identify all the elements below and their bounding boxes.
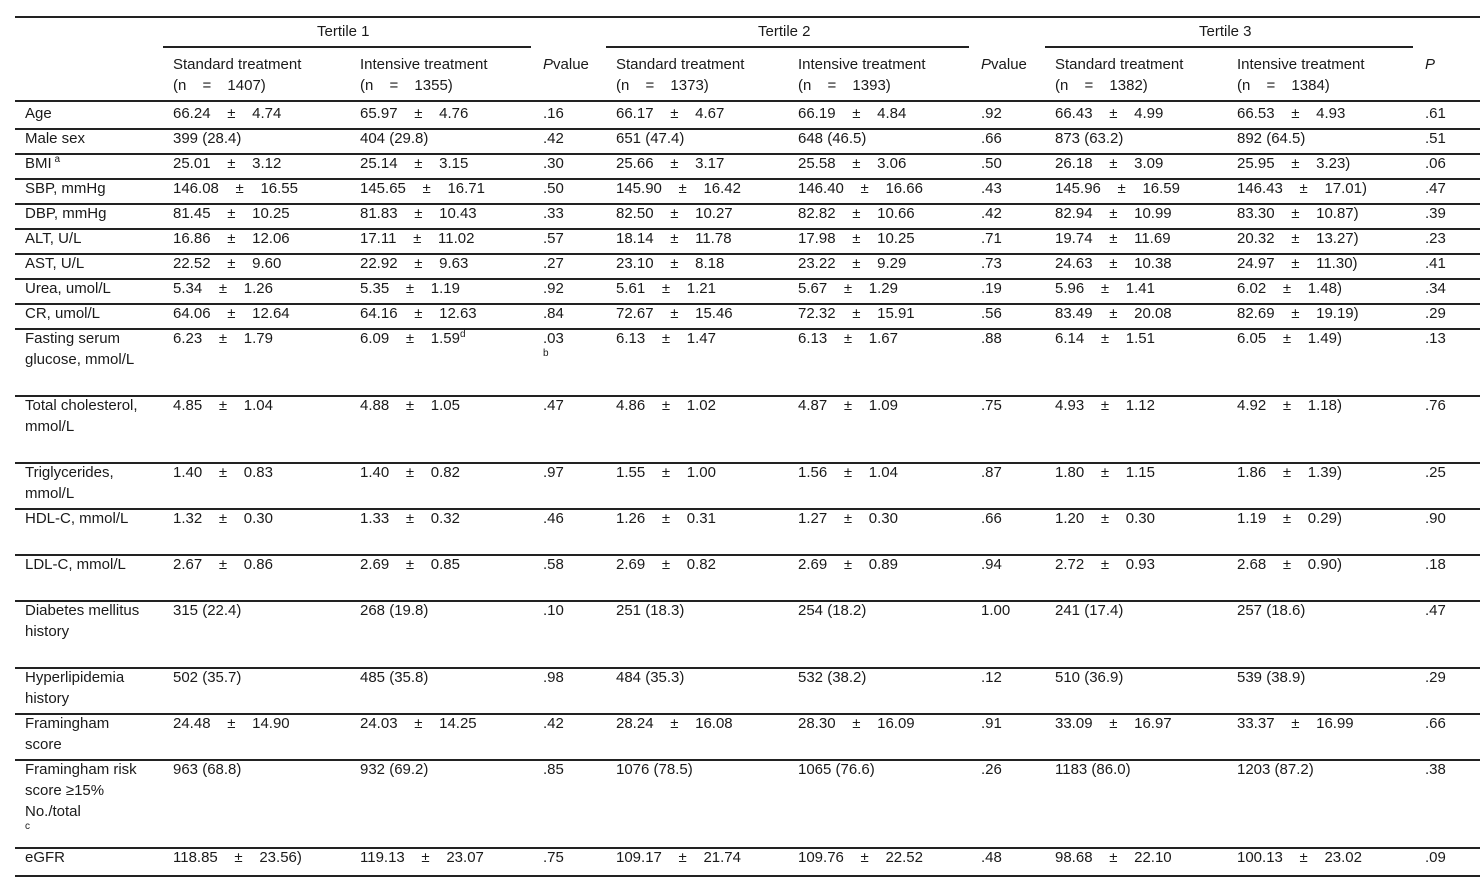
tertile-header: Tertile 3 <box>1199 23 1252 40</box>
table-cell: .18 <box>1425 556 1446 573</box>
table-cell: .34 <box>1425 280 1446 297</box>
row-label: DBP, mmHg <box>25 205 107 222</box>
top-rule <box>15 16 1480 18</box>
group-n: (n = 1355) <box>360 77 453 94</box>
table-cell: .23 <box>1425 230 1446 247</box>
p-suffix: value <box>553 56 589 73</box>
p-value-header <box>981 54 1027 75</box>
table-cell: 1183 (86.0) <box>1055 761 1131 778</box>
table-cell: .75 <box>543 849 564 866</box>
table-cell: 1.20 ± 0.30 <box>1055 510 1155 527</box>
table-cell: 82.94 ± 10.99 <box>1055 205 1172 222</box>
table-cell: 1.80 ± 1.15 <box>1055 464 1155 481</box>
table-cell: .50 <box>543 180 564 197</box>
table-cell: 2.69 ± 0.82 <box>616 556 716 573</box>
p-value-header <box>1425 54 1435 75</box>
table-cell: .47 <box>1425 180 1446 197</box>
group-label: Standard treatment <box>173 56 302 73</box>
table-cell: .29 <box>1425 305 1446 322</box>
table-cell: 25.58 ± 3.06 <box>798 155 907 172</box>
table-cell: 100.13 ± 23.02 <box>1237 849 1362 866</box>
table-cell: 873 (63.2) <box>1055 130 1124 147</box>
table-cell: 146.40 ± 16.66 <box>798 180 923 197</box>
table-cell: 6.14 ± 1.51 <box>1055 330 1155 347</box>
group-label: Intensive treatment <box>1237 56 1365 73</box>
table-cell: .66 <box>981 510 1002 527</box>
footnote-marker: a <box>51 154 61 165</box>
table-cell: 26.18 ± 3.09 <box>1055 155 1164 172</box>
table-cell: 81.83 ± 10.43 <box>360 205 477 222</box>
table-cell: .10 <box>543 602 564 619</box>
group-label: Standard treatment <box>1055 56 1184 73</box>
table-cell: 6.23 ± 1.79 <box>173 330 273 347</box>
table-cell: .61 <box>1425 105 1446 122</box>
table-cell: 64.16 ± 12.63 <box>360 305 477 322</box>
table-cell: .92 <box>981 105 1002 122</box>
table-cell: 399 (28.4) <box>173 130 242 147</box>
table-cell: .84 <box>543 305 564 322</box>
table-cell: 28.30 ± 16.09 <box>798 715 915 732</box>
table-cell: 23.22 ± 9.29 <box>798 255 907 272</box>
table-cell: 24.48 ± 14.90 <box>173 715 290 732</box>
row-label: HDL-C, mmol/L <box>25 510 129 527</box>
tertile-underline <box>1045 46 1413 48</box>
table-cell: 118.85 ± 23.56) <box>173 849 302 866</box>
table-cell: 146.08 ± 16.55 <box>173 180 298 197</box>
table-cell: 66.53 ± 4.93 <box>1237 105 1346 122</box>
header-rule <box>15 100 1480 102</box>
row-label: Age <box>25 105 52 122</box>
table-cell: .66 <box>1425 715 1446 732</box>
table-cell: 251 (18.3) <box>616 602 685 619</box>
table-cell: 82.50 ± 10.27 <box>616 205 733 222</box>
table-cell: 24.63 ± 10.38 <box>1055 255 1172 272</box>
p-italic: P <box>543 56 554 73</box>
row-label: AST, U/L <box>25 255 85 272</box>
table-cell: 18.14 ± 11.78 <box>616 230 732 247</box>
table-cell: 6.05 ± 1.49) <box>1237 330 1342 347</box>
table-cell: .91 <box>981 715 1002 732</box>
table-cell: .48 <box>981 849 1002 866</box>
table-cell: 4.88 ± 1.05 <box>360 397 460 414</box>
table-cell: 4.86 ± 1.02 <box>616 397 716 414</box>
table-cell: 109.76 ± 22.52 <box>798 849 923 866</box>
table-cell: 315 (22.4) <box>173 602 242 619</box>
table-cell: .76 <box>1425 397 1446 414</box>
row-label: ALT, U/L <box>25 230 82 247</box>
table-cell: 651 (47.4) <box>616 130 685 147</box>
table-cell: .42 <box>981 205 1002 222</box>
table-cell: 16.86 ± 12.06 <box>173 230 290 247</box>
table-cell: 20.32 ± 13.27) <box>1237 230 1359 247</box>
p-value-header <box>543 54 589 75</box>
table-cell: 4.93 ± 1.12 <box>1055 397 1155 414</box>
tertile-underline <box>163 46 531 48</box>
table-cell: 19.74 ± 11.69 <box>1055 230 1171 247</box>
p-italic: P <box>981 56 992 73</box>
table-cell: 502 (35.7) <box>173 669 242 686</box>
table-cell: .06 <box>1425 155 1446 172</box>
table-cell: 28.24 ± 16.08 <box>616 715 733 732</box>
table-cell: 17.11 ± 11.02 <box>360 230 475 247</box>
table-cell: 1.33 ± 0.32 <box>360 510 460 527</box>
group-n: (n = 1407) <box>173 77 266 94</box>
table-cell: .19 <box>981 280 1002 297</box>
table-cell: 82.82 ± 10.66 <box>798 205 915 222</box>
table-cell: 254 (18.2) <box>798 602 867 619</box>
table-cell: .27 <box>543 255 564 272</box>
footnote-marker: b <box>543 348 549 359</box>
table-cell: 892 (64.5) <box>1237 130 1306 147</box>
table-cell: 24.97 ± 11.30) <box>1237 255 1358 272</box>
table-cell: 5.61 ± 1.21 <box>616 280 716 297</box>
table-cell: .85 <box>543 761 564 778</box>
table-cell: 25.01 ± 3.12 <box>173 155 282 172</box>
table-cell: 98.68 ± 22.10 <box>1055 849 1172 866</box>
table-cell: 22.92 ± 9.63 <box>360 255 469 272</box>
table-cell: 1.32 ± 0.30 <box>173 510 273 527</box>
table-cell: 146.43 ± 17.01) <box>1237 180 1367 197</box>
table-cell: 64.06 ± 12.64 <box>173 305 290 322</box>
table-cell: .42 <box>543 715 564 732</box>
row-label: Framingham risk score ≥15% No./total c <box>25 759 143 832</box>
table-cell: .51 <box>1425 130 1446 147</box>
table-cell: 510 (36.9) <box>1055 669 1124 686</box>
table-cell: 1.55 ± 1.00 <box>616 464 716 481</box>
table-cell: .16 <box>543 105 564 122</box>
table-cell: .47 <box>543 397 564 414</box>
table-cell: 2.68 ± 0.90) <box>1237 556 1342 573</box>
table-cell: 404 (29.8) <box>360 130 429 147</box>
row-label: SBP, mmHg <box>25 180 106 197</box>
table-cell: 33.37 ± 16.99 <box>1237 715 1354 732</box>
table-cell: 145.65 ± 16.71 <box>360 180 485 197</box>
table-cell: 72.32 ± 15.91 <box>798 305 915 322</box>
table-cell: 25.14 ± 3.15 <box>360 155 469 172</box>
table-cell: .75 <box>981 397 1002 414</box>
table-cell: 1.00 <box>981 602 1011 619</box>
table-cell: 484 (35.3) <box>616 669 685 686</box>
tertile-underline <box>606 46 969 48</box>
row-label: BMI $^a$ <box>25 154 61 172</box>
table-cell: 539 (38.9) <box>1237 669 1306 686</box>
table-cell: .94 <box>981 556 1002 573</box>
table-cell: 257 (18.6) <box>1237 602 1306 619</box>
group-label: Intensive treatment <box>360 56 488 73</box>
table-cell: 81.45 ± 10.25 <box>173 205 290 222</box>
table-cell: .03 b <box>543 330 564 359</box>
table-cell: 33.09 ± 16.97 <box>1055 715 1172 732</box>
table-cell: .41 <box>1425 255 1446 272</box>
table-cell: .26 <box>981 761 1002 778</box>
table-cell: 66.43 ± 4.99 <box>1055 105 1164 122</box>
table-cell: 1.26 ± 0.31 <box>616 510 716 527</box>
table-cell: 532 (38.2) <box>798 669 867 686</box>
table-cell: .30 <box>543 155 564 172</box>
table-cell: 5.35 ± 1.19 <box>360 280 460 297</box>
table-cell: 66.24 ± 4.74 <box>173 105 282 122</box>
table-cell: 1.27 ± 0.30 <box>798 510 898 527</box>
table-cell: 1203 (87.2) <box>1237 761 1314 778</box>
table-cell: 1.56 ± 1.04 <box>798 464 898 481</box>
table-cell: .88 <box>981 330 1002 347</box>
table-cell: 109.17 ± 21.74 <box>616 849 741 866</box>
footnote-marker: d <box>459 329 466 340</box>
table-cell: .92 <box>543 280 564 297</box>
row-label: Hyperlipidemia history <box>25 669 125 707</box>
table-cell: 485 (35.8) <box>360 669 429 686</box>
table-cell: .42 <box>543 130 564 147</box>
tertile-header: Tertile 1 <box>317 23 370 40</box>
table-cell: 4.92 ± 1.18) <box>1237 397 1342 414</box>
table-cell: 24.03 ± 14.25 <box>360 715 477 732</box>
table-cell: 22.52 ± 9.60 <box>173 255 282 272</box>
table-cell: 6.13 ± 1.67 <box>798 330 898 347</box>
table-cell: .66 <box>981 130 1002 147</box>
table-cell: 1.86 ± 1.39) <box>1237 464 1342 481</box>
table-cell: 23.10 ± 8.18 <box>616 255 725 272</box>
table-cell: 2.67 ± 0.86 <box>173 556 273 573</box>
table-cell: .87 <box>981 464 1002 481</box>
table-cell: 5.34 ± 1.26 <box>173 280 273 297</box>
table-cell: 25.66 ± 3.17 <box>616 155 725 172</box>
table-cell: .90 <box>1425 510 1446 527</box>
table-cell: 66.19 ± 4.84 <box>798 105 907 122</box>
table-cell: 72.67 ± 15.46 <box>616 305 733 322</box>
table-cell: 6.13 ± 1.47 <box>616 330 716 347</box>
table-cell: .46 <box>543 510 564 527</box>
footnote-marker: c <box>25 821 30 832</box>
table-cell: .73 <box>981 255 1002 272</box>
table-cell: 6.09 ± 1.59$^d$ <box>360 329 466 347</box>
table-cell: 66.17 ± 4.67 <box>616 105 725 122</box>
table-cell: 4.85 ± 1.04 <box>173 397 273 414</box>
table-cell: 1076 (78.5) <box>616 761 693 778</box>
table-cell: 83.30 ± 10.87) <box>1237 205 1359 222</box>
table-cell: 6.02 ± 1.48) <box>1237 280 1342 297</box>
row-rule <box>15 875 1480 877</box>
group-label: Standard treatment <box>616 56 745 73</box>
table-cell: .29 <box>1425 669 1446 686</box>
table-cell: .13 <box>1425 330 1446 347</box>
row-label: Fasting serum glucose, mmol/L <box>25 330 135 368</box>
group-n: (n = 1393) <box>798 77 891 94</box>
table-cell: 65.97 ± 4.76 <box>360 105 469 122</box>
table-cell: 1.40 ± 0.83 <box>173 464 273 481</box>
row-label: Triglycerides, mmol/L <box>25 464 114 502</box>
row-label: CR, umol/L <box>25 305 101 322</box>
table-cell: .57 <box>543 230 564 247</box>
row-label: Diabetes mellitus history <box>25 602 140 640</box>
table-cell: .97 <box>543 464 564 481</box>
table-cell: .56 <box>981 305 1002 322</box>
row-label: Urea, umol/L <box>25 280 111 297</box>
p-suffix: value <box>991 56 1027 73</box>
table-cell: .12 <box>981 669 1002 686</box>
group-n: (n = 1384) <box>1237 77 1330 94</box>
table-cell: 2.69 ± 0.85 <box>360 556 460 573</box>
table-cell: 4.87 ± 1.09 <box>798 397 898 414</box>
table-cell: .38 <box>1425 761 1446 778</box>
table-cell: 82.69 ± 19.19) <box>1237 305 1359 322</box>
table-cell: 648 (46.5) <box>798 130 867 147</box>
table-cell: .39 <box>1425 205 1446 222</box>
table-cell: .33 <box>543 205 564 222</box>
group-n: (n = 1373) <box>616 77 709 94</box>
group-n: (n = 1382) <box>1055 77 1148 94</box>
table-cell: 145.90 ± 16.42 <box>616 180 741 197</box>
row-label: Male sex <box>25 130 86 147</box>
table-cell: 1065 (76.6) <box>798 761 875 778</box>
table-cell: 145.96 ± 16.59 <box>1055 180 1180 197</box>
table-cell: .09 <box>1425 849 1446 866</box>
table-cell: .43 <box>981 180 1002 197</box>
table-cell: 268 (19.8) <box>360 602 429 619</box>
table-cell: 2.69 ± 0.89 <box>798 556 898 573</box>
row-label: Total cholesterol, mmol/L <box>25 397 138 435</box>
table-cell: .25 <box>1425 464 1446 481</box>
table-cell: 2.72 ± 0.93 <box>1055 556 1155 573</box>
table-cell: .47 <box>1425 602 1446 619</box>
tertile-header: Tertile 2 <box>758 23 811 40</box>
table-cell: 1.40 ± 0.82 <box>360 464 460 481</box>
row-label: Framingham score <box>25 715 110 753</box>
table-cell: 83.49 ± 20.08 <box>1055 305 1172 322</box>
table-cell: 119.13 ± 23.07 <box>360 849 484 866</box>
table-cell: 5.96 ± 1.41 <box>1055 280 1155 297</box>
table-cell: .71 <box>981 230 1002 247</box>
table-cell: 932 (69.2) <box>360 761 429 778</box>
table-cell: 241 (17.4) <box>1055 602 1124 619</box>
table-cell: .50 <box>981 155 1002 172</box>
table-cell: .98 <box>543 669 564 686</box>
row-label: LDL-C, mmol/L <box>25 556 126 573</box>
p-italic: P <box>1425 56 1436 73</box>
table-cell: 963 (68.8) <box>173 761 242 778</box>
table-cell: 5.67 ± 1.29 <box>798 280 898 297</box>
group-label: Intensive treatment <box>798 56 926 73</box>
table-cell: 1.19 ± 0.29) <box>1237 510 1342 527</box>
table-cell: 17.98 ± 10.25 <box>798 230 915 247</box>
table-cell: 25.95 ± 3.23) <box>1237 155 1351 172</box>
row-label: eGFR <box>25 849 66 866</box>
table-cell: .58 <box>543 556 564 573</box>
